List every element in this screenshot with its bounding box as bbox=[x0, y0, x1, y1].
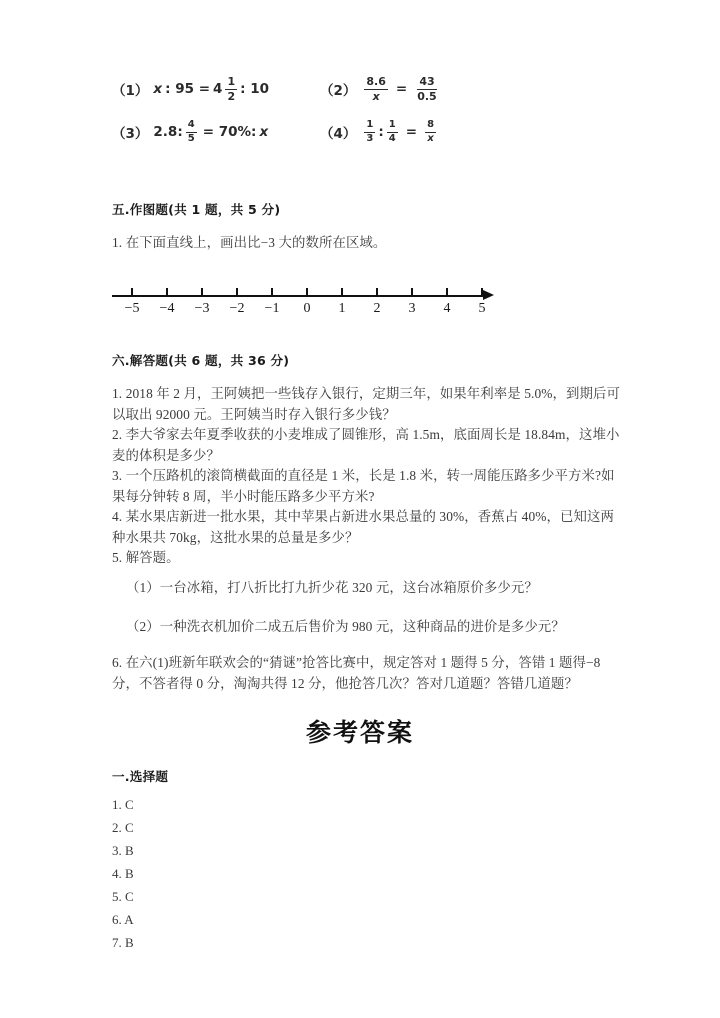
equation-3 bbox=[112, 120, 312, 144]
answer-item: 5. C bbox=[112, 889, 134, 904]
number-line-tick bbox=[376, 288, 378, 296]
number-line-tick bbox=[306, 288, 308, 296]
equation-1-variable: x bbox=[153, 81, 163, 98]
answer-key-section-heading: 一.选择题 bbox=[112, 769, 169, 784]
equation-2-fraction-right bbox=[415, 76, 439, 102]
section-five-heading: 五.作图题(共 1 题，共 5 分) bbox=[112, 202, 281, 217]
fraction-numerator: 1 bbox=[227, 75, 236, 88]
fraction-denominator: x bbox=[372, 89, 380, 103]
equation-2 bbox=[312, 76, 520, 102]
equation-2-fraction-left bbox=[364, 76, 388, 102]
equation-2-number: （2） bbox=[320, 83, 357, 100]
equation-3-lead: 2.8: bbox=[153, 124, 183, 140]
number-line-label: 5 bbox=[478, 301, 486, 316]
equation-4-colon: : bbox=[378, 124, 384, 140]
fraction-numerator: 43 bbox=[419, 75, 435, 88]
number-line-label: −1 bbox=[264, 301, 280, 316]
equation-1-tail: : 10 bbox=[240, 81, 269, 98]
section-six-question-6: 6. 在六(1)班新年联欢会的“猜谜”抢答比赛中，规定答对 1 题得 5 分，答错 1 题得−8 分，不答者得 0 分，淘淘共得 12 分，他抢答几次？答对几道题？答错几道题？ bbox=[112, 655, 601, 691]
equation-1-number: （1） bbox=[112, 83, 149, 100]
number-line-figure bbox=[112, 283, 508, 323]
equation-4-fraction-3 bbox=[425, 120, 436, 144]
answer-item: 7. B bbox=[112, 935, 134, 950]
section-five-question-1: 1. 在下面直线上，画出比−3 大的数所在区域。 bbox=[112, 235, 387, 250]
proportion-equations bbox=[112, 76, 612, 164]
equation-row-1 bbox=[112, 76, 612, 120]
fraction-denominator: 4 bbox=[388, 132, 396, 144]
fraction-numerator: 8.6 bbox=[366, 75, 386, 88]
number-line-label: 1 bbox=[338, 301, 346, 316]
answer-key-title: 参考答案 bbox=[305, 718, 414, 747]
section-six-heading: 六.解答题(共 6 题，共 36 分) bbox=[112, 353, 290, 368]
section-six-question-2: 2. 李大爷家去年夏季收获的小麦堆成了圆锥形，高 1.5m，底面周长是 18.84m，这堆小麦的体积是多少？ bbox=[112, 427, 620, 463]
answer-item: 6. A bbox=[112, 912, 134, 927]
equation-4-equals: = bbox=[405, 124, 418, 140]
number-line-tick bbox=[341, 288, 343, 296]
number-line-tick bbox=[201, 288, 203, 296]
fraction-numerator: 1 bbox=[364, 120, 375, 133]
answer-item: 3. B bbox=[112, 843, 134, 858]
equation-4 bbox=[312, 120, 520, 144]
number-line-tick bbox=[131, 288, 133, 296]
fraction-denominator: 2 bbox=[227, 89, 236, 103]
equation-1-ratio: : 95 = bbox=[165, 81, 211, 98]
equation-1-whole: 4 bbox=[213, 81, 223, 98]
number-line-label: 4 bbox=[443, 301, 451, 316]
section-six-question-5-sub-1: （1）一台冰箱，打八折比打九折少花 320 元，这台冰箱原价多少元？ bbox=[126, 580, 538, 595]
section-six-question-1: 1. 2018 年 2 月，王阿姨把一些钱存入银行，定期三年，如果年利率是 5.0%，到期后可以取出 92000 元。王阿姨当时存入银行多少钱？ bbox=[112, 386, 620, 422]
equation-1 bbox=[112, 76, 312, 102]
equation-3-middle: = 70%: bbox=[202, 124, 257, 140]
fraction-numerator: 1 bbox=[387, 120, 398, 133]
fraction-denominator: 3 bbox=[366, 132, 374, 144]
equation-4-fraction-2 bbox=[387, 120, 398, 144]
equation-1-fraction bbox=[225, 76, 237, 102]
section-six-question-5: 5. 解答题。 bbox=[112, 550, 180, 565]
number-line-label: 0 bbox=[303, 301, 311, 316]
fraction-denominator: x bbox=[427, 132, 434, 144]
fraction-numerator: 4 bbox=[186, 120, 197, 133]
number-line-label: −3 bbox=[194, 301, 210, 316]
equation-4-number: （4） bbox=[320, 126, 357, 142]
section-six-question-3: 3. 一个压路机的滚筒横截面的直径是 1 米，长是 1.8 米，转一周能压路多少平方米?如果每分钟转 8 周，半小时能压路多少平方米? bbox=[112, 468, 615, 504]
equation-4-fraction-1 bbox=[364, 120, 375, 144]
number-line-arrow-icon bbox=[483, 290, 494, 300]
answer-item: 1. C bbox=[112, 797, 134, 812]
fraction-denominator: 5 bbox=[187, 132, 195, 144]
number-line-label: −2 bbox=[229, 301, 245, 316]
section-six-question-5-sub-2: （2）一种洗衣机加价二成五后售价为 980 元，这种商品的进价是多少元？ bbox=[126, 619, 565, 634]
number-line-tick bbox=[411, 288, 413, 296]
number-line-label: −4 bbox=[159, 301, 175, 316]
number-line-tick bbox=[271, 288, 273, 296]
answer-item: 4. B bbox=[112, 866, 134, 881]
number-line-label: 3 bbox=[408, 301, 416, 316]
equation-2-equals: = bbox=[395, 81, 408, 98]
answer-item: 2. C bbox=[112, 820, 134, 835]
equation-3-variable: x bbox=[259, 124, 269, 140]
number-line-label: −5 bbox=[124, 301, 140, 316]
section-six-question-4: 4. 某水果店新进一批水果，其中苹果占新进水果总量的 30%，香蕉占 40%，已知这两种水果共 70kg，这批水果的总量是多少？ bbox=[112, 509, 614, 545]
number-line-tick bbox=[446, 288, 448, 296]
equation-row-2 bbox=[112, 120, 612, 164]
equation-3-fraction bbox=[186, 120, 197, 144]
number-line-tick bbox=[236, 288, 238, 296]
number-line-label: 2 bbox=[373, 301, 381, 316]
number-line-tick bbox=[166, 288, 168, 296]
fraction-numerator: 8 bbox=[425, 120, 436, 133]
number-line-tick bbox=[481, 288, 483, 296]
equation-3-number: （3） bbox=[112, 126, 149, 142]
fraction-denominator: 0.5 bbox=[417, 89, 437, 103]
